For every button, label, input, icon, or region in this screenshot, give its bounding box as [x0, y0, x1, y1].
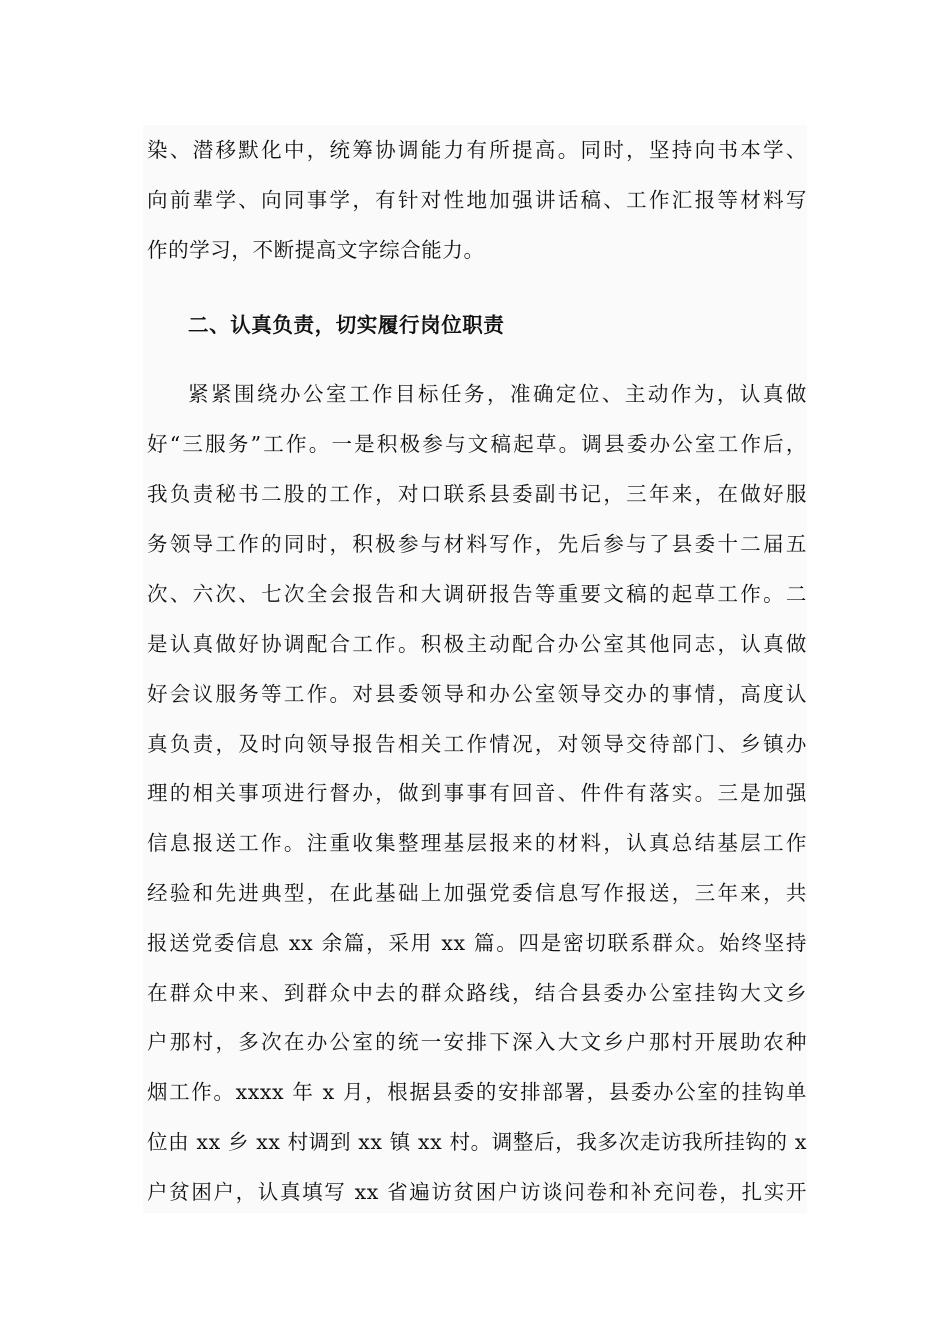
paragraph-line: 我负责秘书二股的工作，对口联系县委副书记，三年来，在做好服 [147, 482, 807, 506]
paragraph-line: 信息报送工作。注重收集整理基层报来的材料，认真总结基层工作 [147, 831, 807, 855]
paragraph-line: 染、潜移默化中，统筹协调能力有所提高。同时，坚持向书本学、 [147, 138, 807, 162]
paragraph-line: 务领导工作的同时，积极参与材料写作，先后参与了县委十二届五 [147, 532, 807, 556]
paragraph-line: 作的学习，不断提高文字综合能力。 [147, 238, 485, 262]
paragraph-line: 向前辈学、向同事学，有针对性地加强讲话稿、工作汇报等材料写 [147, 188, 807, 212]
paragraph-line: 烟工作。xxxx 年 x 月，根据县委的安排部署，县委办公室的挂钩单 [147, 1080, 807, 1104]
paragraph-line: 在群众中来、到群众中去的群众路线，结合县委办公室挂钩大文乡 [147, 981, 807, 1005]
section-heading: 二、认真负责，切实履行岗位职责 [188, 313, 505, 337]
paragraph-line: 户贫困户，认真填写 xx 省遍访贫困户访谈问卷和补充问卷，扎实开 [147, 1180, 807, 1204]
paragraph-line: 户那村，多次在办公室的统一安排下深入大文乡户那村开展助农种 [147, 1030, 807, 1054]
paragraph-line: 好会议服务等工作。对县委领导和办公室领导交办的事情，高度认 [147, 682, 807, 706]
paragraph-line: 是认真做好协调配合工作。积极主动配合办公室其他同志，认真做 [147, 632, 807, 656]
paragraph-line: 报送党委信息 xx 余篇，采用 xx 篇。四是密切联系群众。始终坚持 [147, 931, 807, 955]
paragraph-line: 次、六次、七次全会报告和大调研报告等重要文稿的起草工作。二 [147, 582, 807, 606]
paragraph-line: 好“三服务”工作。一是积极参与文稿起草。调县委办公室工作后， [147, 432, 807, 456]
paragraph-line: 经验和先进典型，在此基础上加强党委信息写作报送，三年来，共 [147, 881, 807, 905]
paragraph-line: 真负责，及时向领导报告相关工作情况，对领导交待部门、乡镇办 [147, 732, 807, 756]
paragraph-line: 紧紧围绕办公室工作目标任务，准确定位、主动作为，认真做 [188, 382, 807, 406]
paragraph-line: 理的相关事项进行督办，做到事事有回音、件件有落实。三是加强 [147, 781, 807, 805]
paragraph-line: 位由 xx 乡 xx 村调到 xx 镇 xx 村。调整后，我多次走访我所挂钩的 x [147, 1130, 807, 1154]
